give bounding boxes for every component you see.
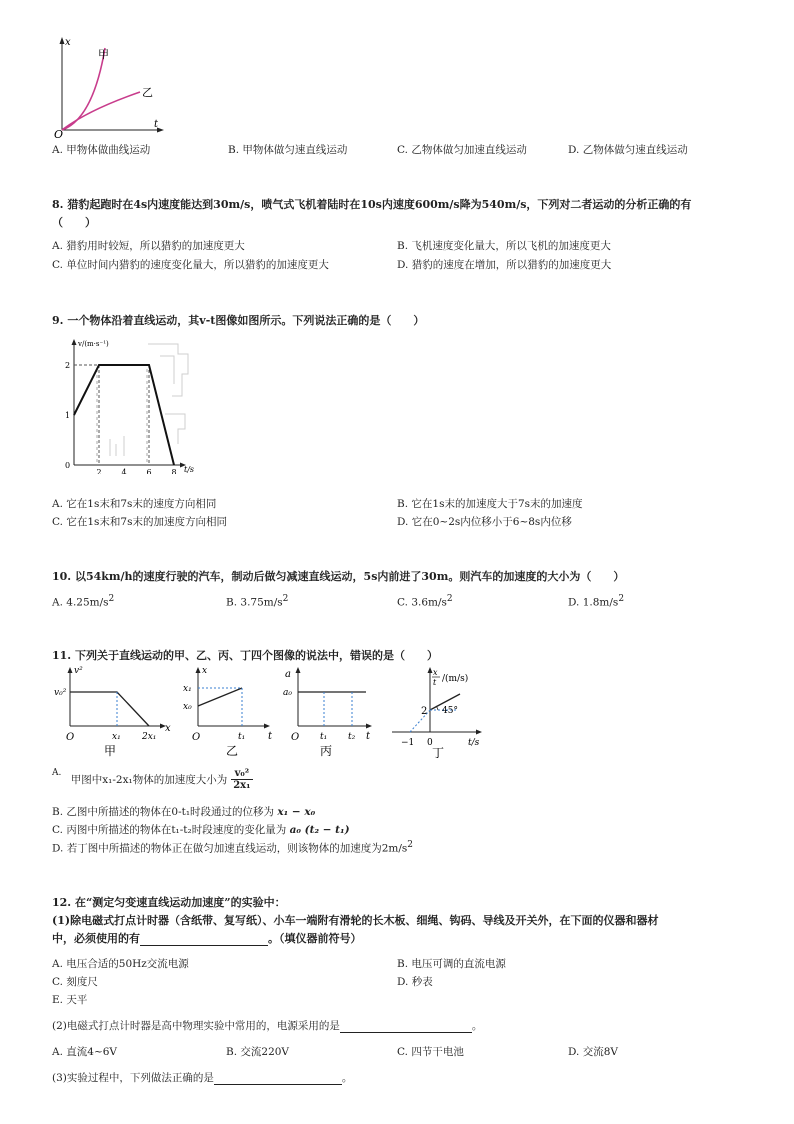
q7-origin-label: O [54,128,64,138]
q11-jia-y-label: v² [74,666,83,676]
q9-x-axis-label: t/s [184,465,195,474]
q10-option-c[interactable]: C. $3.6m/s^2$ [397,594,453,609]
q11-ding-y-unit: /(m/s) [442,674,469,684]
q7-option-a[interactable]: A. 甲物体做曲线运动 [52,144,151,156]
q9-stem: 9. 一个物体沿着直线运动，其v-t图像如图所示。下列说法正确的是（ ） [52,314,425,327]
q12-part1-line2: 中，必须使用的有 。（填仪器前符号） [52,932,362,945]
q11-yi-caption: 乙 [226,744,239,758]
q11-yi-origin: O [192,732,201,743]
q9-option-a[interactable]: A. 它在1s末和7s末的速度方向相同 [52,498,217,510]
q11-yi-y-label: x [202,666,208,676]
q11-jia-2x1-label: 2x₁ [142,732,157,742]
q11-yi-t-label: t [268,731,273,742]
q11-jia-caption: 甲 [104,744,117,758]
q12-part1-blank[interactable] [140,945,268,946]
q11-bing-origin: O [291,732,300,743]
q12-part2-option-b[interactable]: B. 交流220V [226,1046,290,1058]
q9-ytick-label: 0 [65,461,71,470]
q11-ding-zero: 0 [427,738,433,748]
q11-ding-y-den: t [433,678,437,687]
q12-part2-option-a[interactable]: A. 直流4~6V [52,1046,117,1058]
q12-part1-option-c[interactable]: C. 刻度尺 [52,976,98,988]
q11-ding-caption: 丁 [432,746,445,758]
q9-xtick-label: 8 [171,468,177,474]
q11-stem: 11. 下列关于直线运动的甲、乙、丙、丁四个图像的说法中，错误的是（ ） [52,649,438,662]
q12-part1-option-a[interactable]: A. 电压合适的50Hz交流电源 [52,958,189,970]
q11-yi-x1-label: x₁ [183,684,192,694]
q7-t-axis-label: t [154,119,159,130]
q11-jia-v0sq-label: v₀² [54,688,67,698]
q8-stem: 8. 猎豹起跑时在4s内速度能达到30m/s，喷气式飞机着陆时在10s内速度600m/s降为540m/s，下列对二者运动的分析正确的有 [52,198,692,211]
q10-option-d[interactable]: D. $1.8m/s^2$ [568,594,625,609]
q11-ding-t-label: t/s [468,738,480,748]
q7-line-yi-label: 乙 [142,86,153,99]
q12-part1-line1: (1)除电磁式打点计时器（含纸带、复写纸）、小车一端附有滑轮的长木板、细绳、钩码、导线及开关外，在下面的仪器和器材 [52,914,659,927]
q10-option-a[interactable]: A. $4.25m/s^2$ [52,594,115,609]
q11-option-b[interactable]: B. 乙图中所描述的物体在0-t₁时段通过的位移为 x₁ − x₀ [52,806,316,818]
q9-ytick-label: 2 [65,361,71,370]
q11-option-a[interactable]: A. 甲图中x₁-2x₁物体的加速度大小为 $\frac{\text{v₀²}}{\text{2x₁}}$ [52,768,251,791]
q11-figure-ding [388,664,492,758]
q9-option-c[interactable]: C. 它在1s末和7s末的加速度方向相同 [52,516,227,528]
q7-option-b[interactable]: B. 甲物体做匀速直线运动 [228,144,348,156]
q11-bing-y-label: a [285,669,291,680]
q7-option-d[interactable]: D. 乙物体做匀速直线运动 [568,144,688,156]
q11-figure-jia [52,664,174,758]
q7-line-jia-label: 甲 [98,48,109,61]
q9-y-axis-label: v/(m·s⁻¹) [78,340,109,348]
q9-vt-chart [60,334,210,474]
q11-jia-x-label: x [165,723,171,734]
q8-answer-paren: （ ） [52,216,96,229]
q11-jia-origin: O [66,732,75,743]
q11-bing-t2-label: t₂ [348,732,356,742]
q9-option-b[interactable]: B. 它在1s末的加速度大于7s末的加速度 [397,498,583,510]
q11-jia-x1-label: x₁ [112,732,121,742]
q11-bing-a0-label: a₀ [283,688,292,698]
q8-option-d[interactable]: D. 猎豹的速度在增加，所以猎豹的加速度更大 [397,259,612,271]
q12-part2-stem: (2)电磁式打点计时器是高中物理实验中常用的，电源采用的是 。 [52,1020,483,1032]
q11-yi-t1-label: t₁ [238,732,246,742]
q12-part1-option-e[interactable]: E. 天平 [52,994,88,1006]
q11-ding-y-num: x [433,668,438,677]
q11-figure-yi [180,664,278,758]
q12-part1-option-b[interactable]: B. 电压可调的直流电源 [397,958,506,970]
q12-stem: 12. 在“测定匀变速直线运动加速度”的实验中： [52,896,286,909]
q12-part3-blank[interactable] [214,1084,342,1085]
q9-xtick-label: 2 [96,468,102,474]
q12-part2-option-d[interactable]: D. 交流8V [568,1046,618,1058]
q11-bing-caption: 丙 [320,744,333,758]
q9-option-d[interactable]: D. 它在0~2s内位移小于6~8s内位移 [397,516,572,528]
q12-part2-option-c[interactable]: C. 四节干电池 [397,1046,464,1058]
q9-ytick-label: 1 [65,411,71,420]
q11-bing-t1-label: t₁ [320,732,328,742]
q11-option-c[interactable]: C. 丙图中所描述的物体在t₁-t₂时段速度的变化量为 a₀ (t₂ − t₁) [52,824,350,836]
q8-option-a[interactable]: A. 猎豹用时较短，所以猎豹的加速度更大 [52,240,245,252]
q12-part1-option-d[interactable]: D. 秒表 [397,976,433,988]
q7-xt-graph [48,34,168,138]
q8-option-c[interactable]: C. 单位时间内猎豹的速度变化量大，所以猎豹的加速度更大 [52,259,329,271]
q12-part2-blank[interactable] [340,1032,472,1033]
q9-xtick-label: 4 [121,468,127,474]
q12-part3-stem: (3)实验过程中，下列做法正确的是 。 [52,1072,353,1084]
q10-option-b[interactable]: B. $3.75m/s^2$ [226,594,289,609]
q11-figure-bing [282,664,380,758]
q10-stem: 10. 以54km/h的速度行驶的汽车，制动后做匀减速直线运动，5s内前进了30m。则汽车的加速度的大小为（ ） [52,570,625,583]
q11-yi-x0-label: x₀ [183,702,192,712]
q11-ding-neg1: −1 [401,738,415,748]
q7-option-c[interactable]: C. 乙物体做匀加速直线运动 [397,144,527,156]
q11-ding-intercept: 2 [421,706,428,717]
q11-option-d[interactable]: D. 若丁图中所描述的物体正在做匀加速直线运动，则该物体的加速度为$2m/s^2$ [52,840,414,855]
q9-xtick-label: 6 [146,468,152,474]
q11-bing-t-label: t [366,731,371,742]
q11-ding-angle: 45° [442,706,458,716]
q8-option-b[interactable]: B. 飞机速度变化量大，所以飞机的加速度更大 [397,240,611,252]
q7-x-axis-label: x [65,37,71,48]
